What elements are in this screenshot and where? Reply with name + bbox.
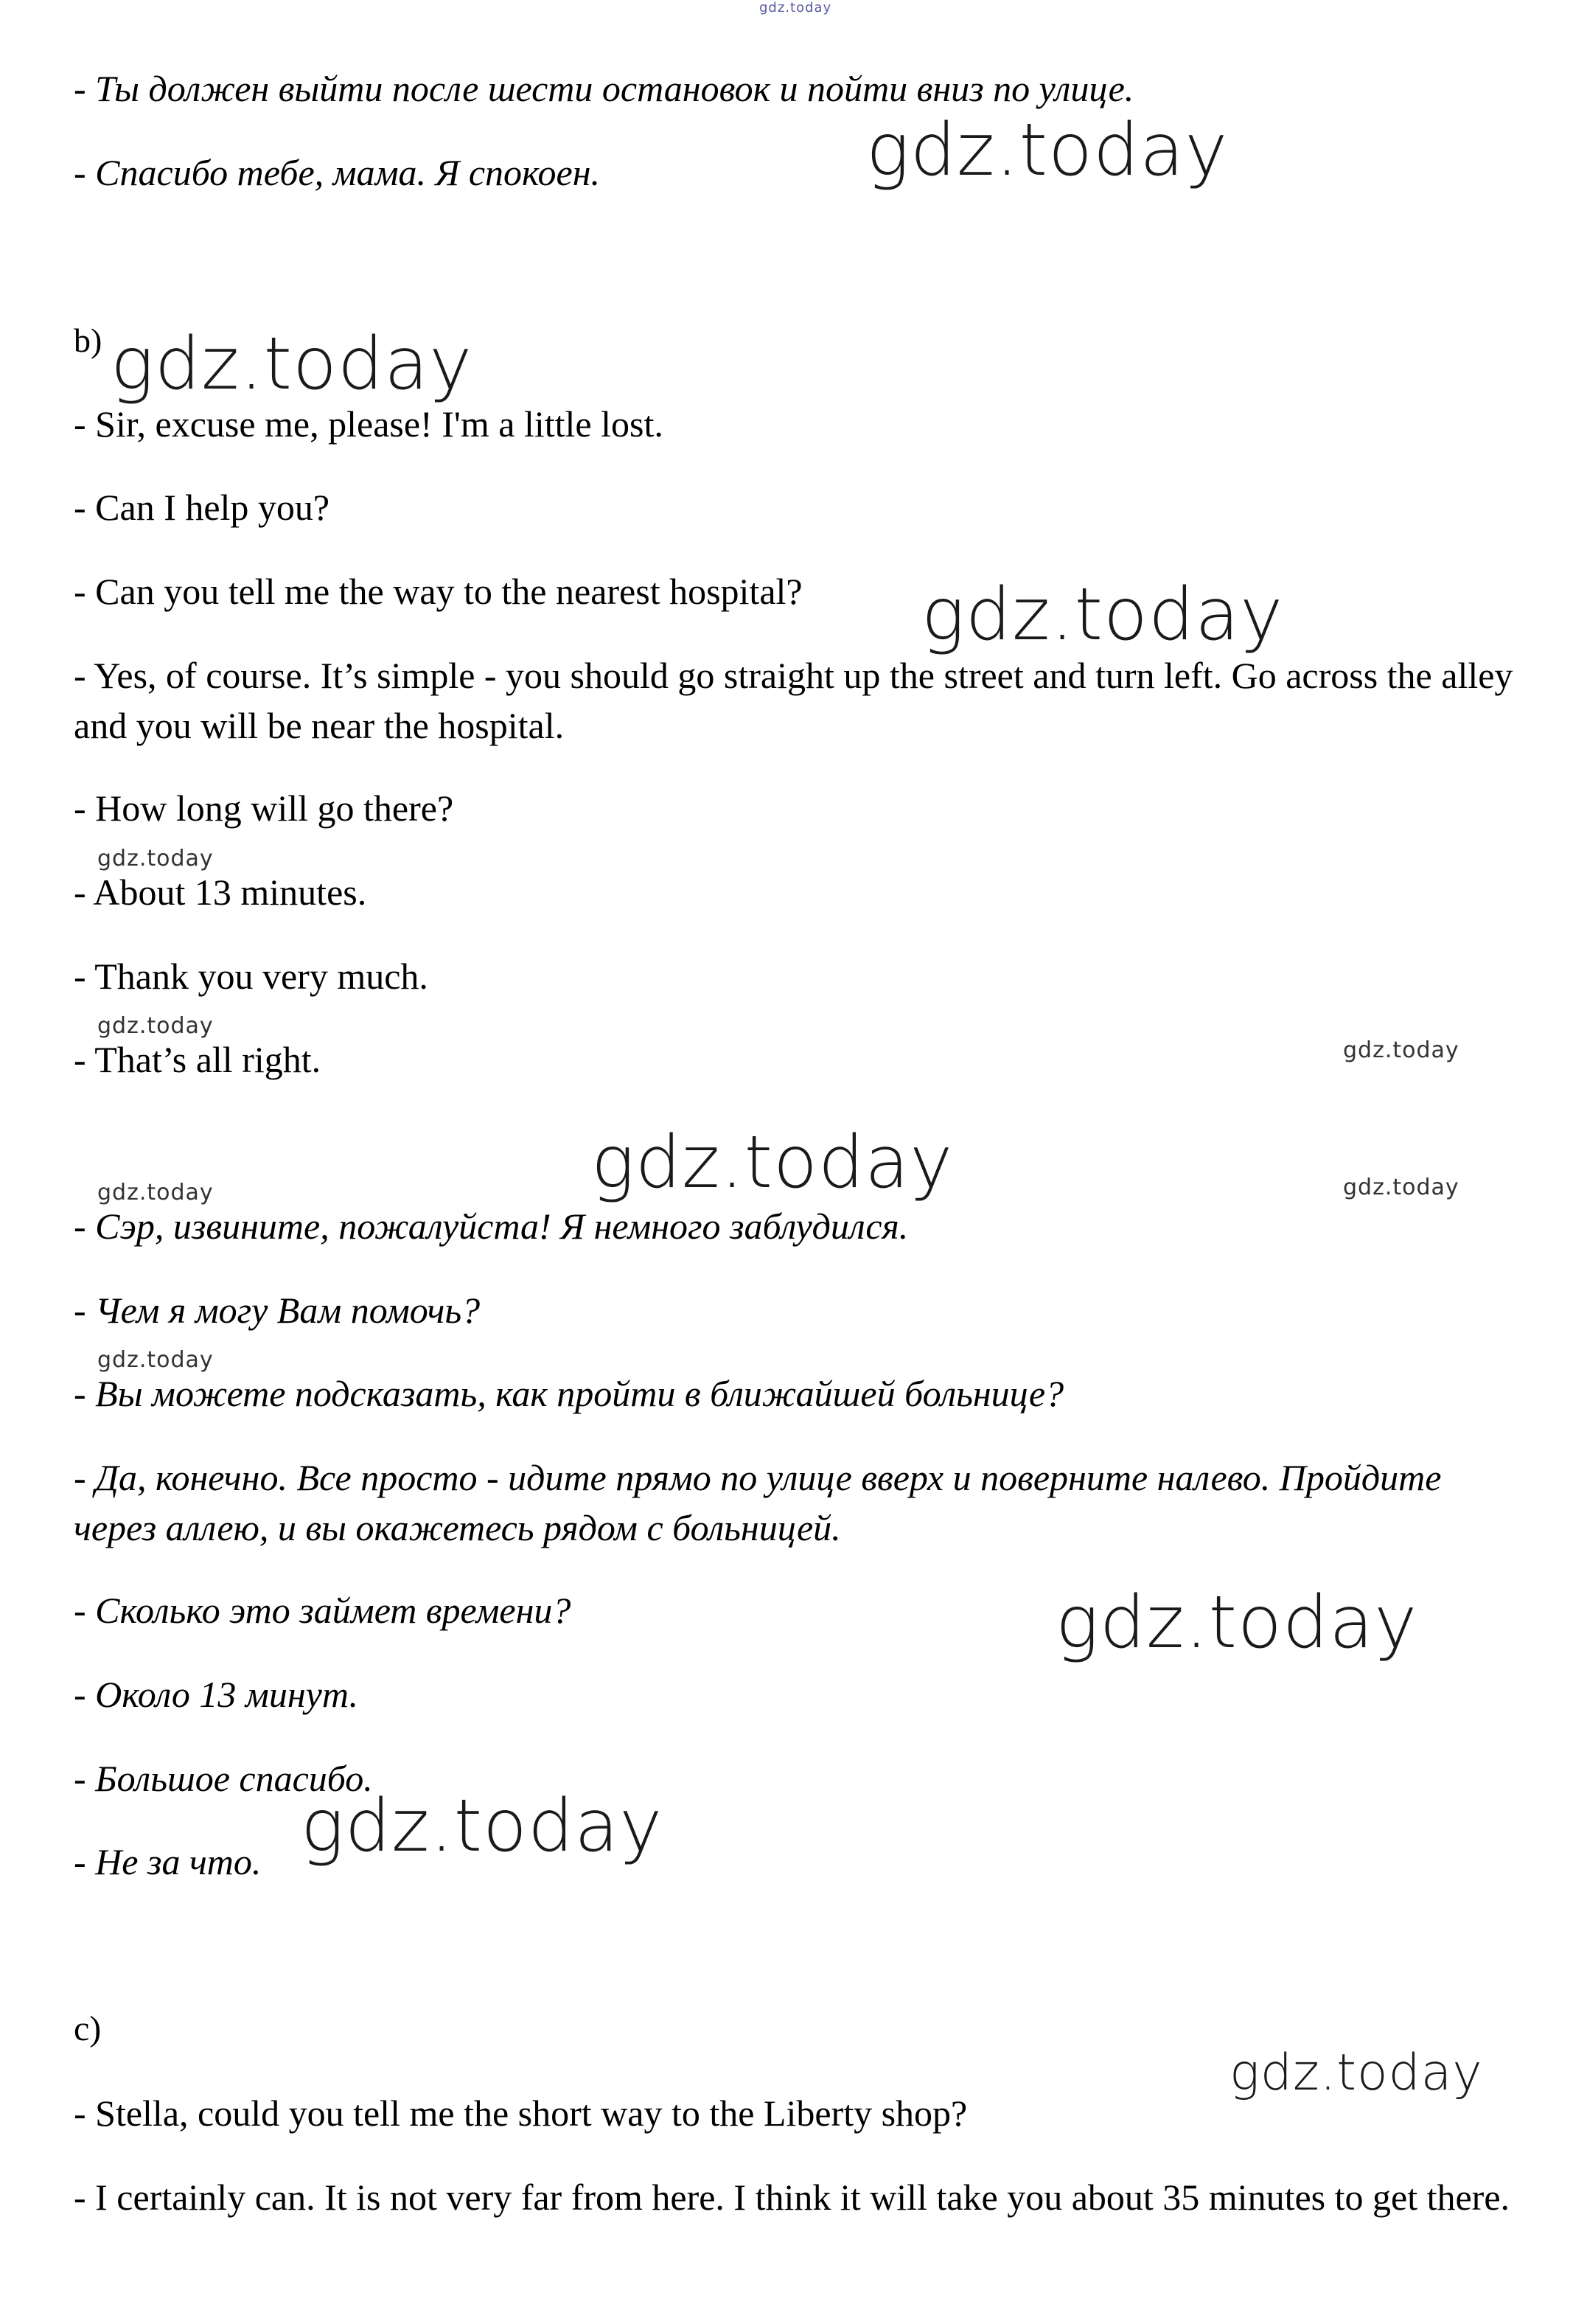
en-line-way-to-hospital: - Can you tell me the way to the nearest hospital?	[74, 571, 803, 612]
ru-line-thanks-mom: - Спасибо тебе, мама. Я спокоен.	[74, 152, 601, 193]
en-line-about-13: - About 13 minutes.	[74, 872, 367, 913]
watermark: gdz.today	[1230, 2044, 1483, 2102]
watermark: gdz.today	[97, 1180, 214, 1206]
ru-line-how-long: - Сколько это займет времени?	[74, 1590, 571, 1631]
section-label-b: b)	[74, 321, 102, 359]
ru-line-sir-excuse: - Сэр, извините, пожалуйста! Я немного заблудился.	[74, 1206, 909, 1247]
watermark-top: gdz.today	[759, 0, 832, 15]
en-line-thank-you: - Thank you very much.	[74, 956, 428, 997]
watermark: gdz.today	[1343, 1037, 1459, 1063]
ru-line-stops: - Ты должен выйти после шести остановок и пойти вниз по улице.	[74, 68, 1134, 109]
watermark: gdz.today	[97, 1013, 214, 1039]
ru-line-directions: - Да, конечно. Все просто - идите прямо по улице вверх и поверните налево. Пройдите через аллею, и вы окажетесь рядом с больницей.	[74, 1457, 1442, 1548]
en-line-all-right: - That’s all right.	[74, 1039, 321, 1080]
watermark: gdz.today	[591, 1121, 954, 1205]
en-line-directions: - Yes, of course. It’s simple - you should go straight up the street and turn left. Go across the alley and you will be near the hospital.	[74, 655, 1513, 746]
watermark: gdz.today	[97, 846, 214, 872]
watermark: gdz.today	[921, 573, 1284, 657]
ru-line-thank-you: - Большое спасибо.	[74, 1758, 373, 1799]
en-line-can-i-help: - Can I help you?	[74, 487, 330, 528]
watermark: gdz.today	[1056, 1581, 1418, 1665]
en-line-not-far: - I certainly can. It is not very far from here. I think it will take you about 35 minutes to get there.	[74, 2177, 1510, 2218]
en-line-excuse-me: - Sir, excuse me, please! I'm a little lost.	[74, 403, 663, 445]
ru-line-how-can-i-help: - Чем я могу Вам помочь?	[74, 1290, 481, 1331]
watermark: gdz.today	[97, 1347, 214, 1373]
ru-line-about-13: - Около 13 минут.	[74, 1674, 359, 1715]
en-line-how-long: - How long will go there?	[74, 787, 454, 829]
watermark: gdz.today	[111, 322, 473, 406]
watermark: gdz.today	[1343, 1175, 1459, 1200]
section-label-c: c)	[74, 2009, 102, 2048]
ru-line-you-are-welcome: - Не за что.	[74, 1841, 262, 1882]
en-line-stella-way: - Stella, could you tell me the short way to the Liberty shop?	[74, 2092, 968, 2134]
ru-line-way-to-hospital: - Вы можете подсказать, как пройти в ближайшей больнице?	[74, 1373, 1064, 1414]
watermark: gdz.today	[866, 108, 1229, 192]
watermark: gdz.today	[301, 1784, 663, 1868]
